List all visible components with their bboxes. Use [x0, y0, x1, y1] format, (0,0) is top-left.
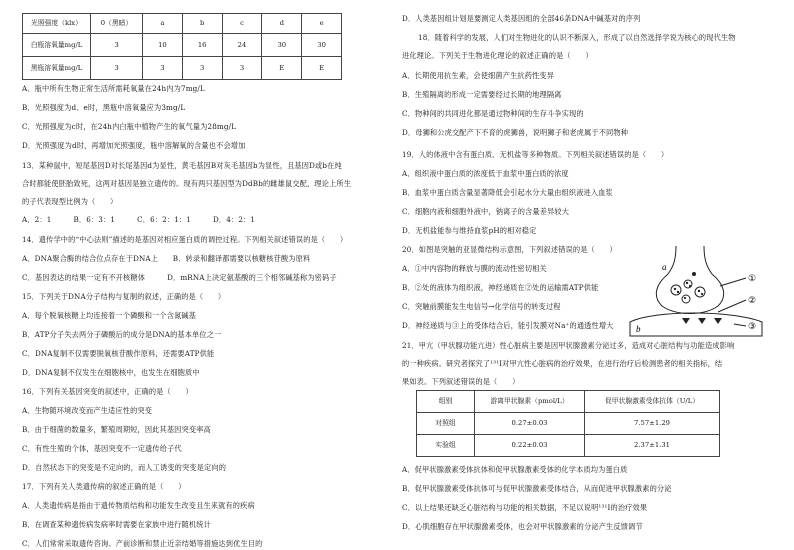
q15-option-b: B．ATP分子失去两分子磷酸后的成分是DNA的基本单位之一 [22, 330, 222, 339]
table-cell: 黑瓶溶氧量mg/L [23, 57, 91, 80]
table-cell: 促甲状腺激素受体抗体（U/L） [585, 391, 720, 413]
q15-option-c: C．DNA复制不仅需要脱氧核苷酸作原料，还需要ATP供能 [22, 349, 215, 358]
q20-option-b: B．②处的液体为组织液，神经递质在②处的运输需ATP供能 [402, 283, 599, 292]
q16-stem: 16．下列有关基因突变的叙述中，正确的是（ ） [22, 387, 193, 396]
table-cell: E [302, 57, 342, 80]
table-row [417, 435, 720, 457]
q21-stem: 的一种疾病。研究者探究了¹³¹I对甲亢性心脏病的治疗效果，在进行治疗后检测患者的相关指标，结 [402, 359, 723, 368]
q20-option-a: A．①中内容物的释放与膜的流动性密切相关 [402, 264, 547, 273]
synaptic-vesicle [695, 287, 705, 297]
q13-stem: 13．某种鼠中，短尾基因D对长尾基因d为显性，黄毛基因B对灰毛基因b为显性，且基因D或b在纯 [22, 161, 342, 170]
q20-option-d: D．神经递质与③上的受体结合后，能引发膜对Na⁺的通透性增大 [402, 321, 614, 330]
table-cell: 2.37±1.31 [585, 435, 720, 457]
table-cell: 光照强度（klx） [23, 14, 91, 34]
table-row [23, 57, 342, 80]
q21-option-c: C．以上结果还缺乏心脏结构与功能的相关数据，不足以说明¹³¹I的治疗效果 [402, 503, 648, 512]
table-cell: 7.57±1.29 [585, 413, 720, 435]
q12-option-d: D．光照强度为d时，再增加光照强度，瓶中溶解氧的含量也不会增加 [22, 141, 246, 150]
q17-option-c: C．人们常常采取遗传咨询、产前诊断和禁止近亲结婚等措施达到优生目的 [22, 539, 263, 548]
thyroid-results-table [416, 390, 720, 457]
q19-option-a: A．组织液中蛋白质的浓度低于血浆中蛋白质的浓度 [402, 169, 569, 178]
q15-stem: 15．下列关于DNA分子结构与复制的叙述，正确的是（ ） [22, 292, 226, 301]
postsynaptic-membrane [630, 313, 762, 336]
table-cell: 24 [222, 34, 262, 57]
q18-option-a: A．长期使用抗生素，会使细菌产生抗药性变异 [402, 71, 555, 80]
q21-stem: 果如表。下列叙述错误的是（ ） [402, 377, 520, 386]
q19-stem: 19．人的体液中含有蛋白质、无机盐等多种物质。下列相关叙述错误的是（ ） [402, 150, 669, 159]
q12-option-c: C．光照强度为c时，在24h内白瓶中植物产生的氧气量为28mg/L [22, 122, 237, 131]
table-header-row [417, 391, 720, 413]
table-cell: 10 [143, 34, 183, 57]
q20-option-c: C．突触前膜能发生电信号→化学信号的转变过程 [402, 302, 561, 311]
table-cell: 0.22±0.03 [475, 435, 585, 457]
table-cell: E [262, 57, 302, 80]
q16-option-b: B．由于细菌的数量多，繁殖周期短，因此其基因突变率高 [22, 425, 211, 434]
light-oxygen-table [22, 13, 342, 80]
q16-option-d: D．自然状态下的突变是不定向的，而人工诱变的突变是定向的 [22, 463, 227, 472]
q21-stem: 21．甲亢（甲状腺功能亢进）性心脏病主要是因甲状腺激素分泌过多，造成对心脏结构与功能造成影响 [402, 341, 735, 350]
q13-stem: 合时都能使胚胎致死，这两对基因是独立遗传的。现有两只基因型为DdBb的雌雄鼠交配，理论上所生 [22, 179, 352, 188]
q12-option-b: B．光照强度为d、e时，黑瓶中溶氧量应为3mg/L [22, 103, 186, 112]
q17-stem: 17．下列有关人类遗传病的叙述正确的是（ ） [22, 482, 186, 491]
table-cell: 16 [182, 34, 222, 57]
q18-option-c: C．物种间的共同进化都是通过物种间的生存斗争实现的 [402, 109, 584, 118]
table-cell: 0（黑暗） [91, 14, 143, 34]
q18-option-b: B．生殖隔离的形成一定需要经过长期的地理隔离 [402, 90, 562, 99]
q21-option-d: D．心肌细胞存在甲状腺激素受体，也会对甲状腺激素的分泌产生反馈调节 [402, 522, 643, 531]
synaptic-vesicle [671, 285, 681, 295]
table-cell: 0.27±0.03 [475, 413, 585, 435]
table-cell: b [182, 14, 222, 34]
q14-options: A．DNA聚合酶的结合位点存在于DNA上 B．转录和翻译都需要以核糖核苷酸为原料 [22, 254, 311, 263]
q17-option-d: D．人类基因组计划是要测定人类基因组的全部46条DNA中碱基对的序列 [402, 14, 641, 23]
q14-options: C．基因表达的结果一定有不开核糖体 D．mRNA上决定氨基酸的三个相邻碱基称为密码子 [22, 273, 337, 282]
table-cell: e [302, 14, 342, 34]
table-cell: 3 [222, 57, 262, 80]
q18-stem: 18．随着科学的发展，人们对生物进化的认识不断深入，形成了以自然选择学说为核心的现代生物 [418, 33, 736, 42]
table-cell: d [262, 14, 302, 34]
q16-option-a: A．生物随环境改变而产生适应性的突变 [22, 406, 153, 415]
synaptic-vesicle [682, 295, 690, 303]
table-cell: 3 [182, 57, 222, 80]
q15-option-d: D．DNA复制不仅发生在细胞核中，也发生在细胞质中 [22, 368, 200, 377]
table-cell: 30 [302, 34, 342, 57]
figure-label-1: ① [748, 274, 757, 284]
q19-option-b: B．血浆中蛋白质含量显著降低会引起水分大量由组织液进入血浆 [402, 188, 613, 197]
table-cell: 对照组 [417, 413, 475, 435]
q16-option-c: C．有性生殖的个体，基因突变不一定遗传给子代 [22, 444, 182, 453]
q19-option-c: C．细胞内液和细胞外液中，钠离子的含量差异较大 [402, 207, 570, 216]
table-cell: c [222, 14, 262, 34]
q14-stem: 14．遗传学中的“中心法则”描述的是基因对相应蛋白质的调控过程。下列相关叙述错误的是（ ） [22, 235, 348, 244]
q18-option-d: D．母狮和公虎交配产下不育的虎狮兽，说明狮子和老虎属于不同物种 [402, 128, 629, 137]
table-cell: a [143, 14, 183, 34]
table-cell: 组别 [417, 391, 475, 413]
table-cell: 游离甲状腺素（pmol/L） [475, 391, 585, 413]
synaptic-vesicle [684, 280, 692, 288]
q13-stem: 的子代表现型比例为（ ） [22, 197, 118, 206]
table-cell: 实验组 [417, 435, 475, 457]
table-cell: 白瓶溶氧量mg/L [23, 34, 91, 57]
table-cell: 3 [91, 34, 143, 57]
q13-options: A．2：1 B．6：3：1 C．6：2：1：1 D．4：2：1 [22, 215, 256, 224]
synapse-diagram [624, 244, 774, 340]
q20-stem: 20．如图是突触的亚显微结构示意图，下列叙述错误的是（ ） [402, 245, 617, 254]
figure-label-2: ② [748, 296, 757, 306]
table-header-row [23, 14, 342, 34]
table-cell: 3 [143, 57, 183, 80]
table-row [23, 34, 342, 57]
figure-label-b: b [636, 324, 641, 334]
presynaptic-terminal [656, 246, 723, 314]
figure-label-3: ③ [748, 322, 757, 332]
table-cell: 3 [91, 57, 143, 80]
q17-option-a: A．人类遗传病是指由于遗传物质结构和功能发生改变且生来就有的疾病 [22, 501, 255, 510]
q21-option-b: B．促甲状腺激素受体抗体可与促甲状腺激素受体结合，从而促进甲状腺激素的分泌 [402, 484, 672, 493]
table-row [417, 413, 720, 435]
figure-label-a: a [662, 262, 667, 272]
q18-stem: 进化理论。下列关于生物进化理论的叙述正确的是（ ） [402, 51, 593, 60]
table-cell: 30 [262, 34, 302, 57]
q19-option-d: D．无机盐能参与维持血浆pH的相对稳定 [402, 226, 537, 235]
q21-option-a: A．促甲状腺激素受体抗体和促甲状腺激素受体的化学本质均为蛋白质 [402, 465, 628, 474]
q12-option-a: A．瓶中所有生物正常生活所需耗氧量在24h内为7mg/L [22, 84, 205, 93]
q15-option-a: A．每个脱氧核糖上均连接着一个磷酸和一个含氮碱基 [22, 311, 197, 320]
q17-option-b: B．在调查某种遗传病发病率时需要在家族中进行随机统计 [22, 520, 211, 529]
